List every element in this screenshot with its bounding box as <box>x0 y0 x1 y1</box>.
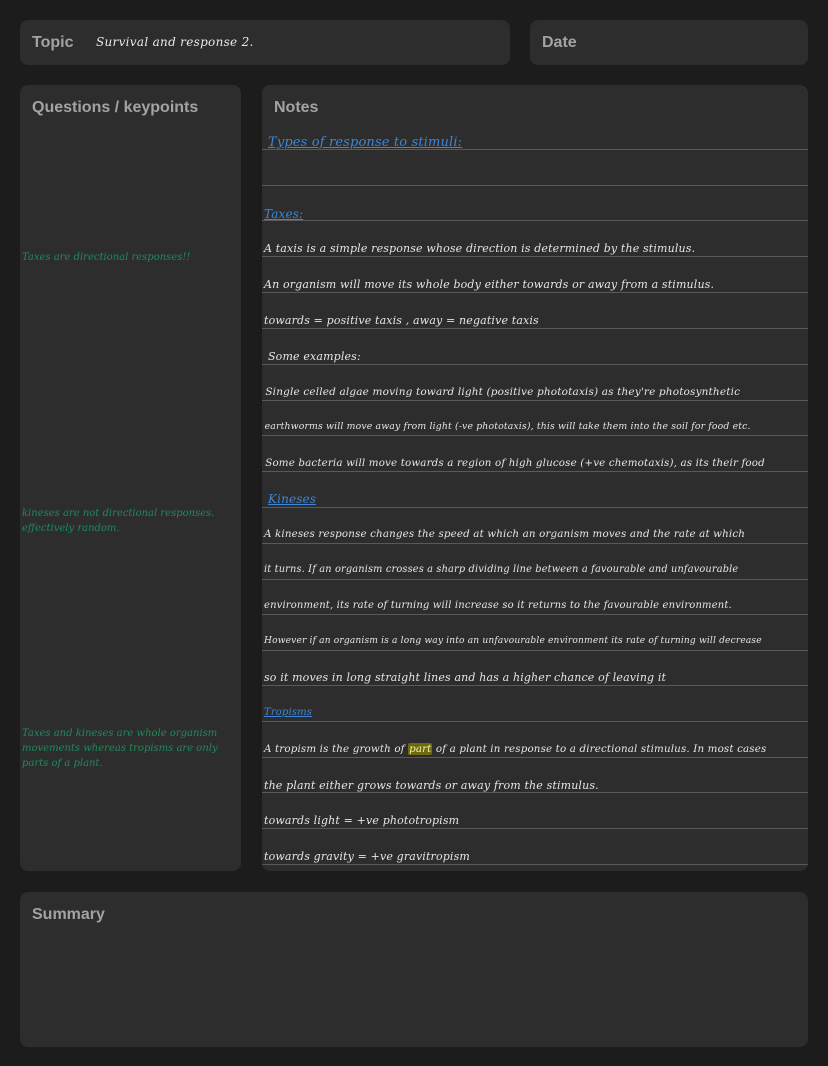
note-line: towards = positive taxis , away = negative taxis <box>264 314 539 327</box>
note-line: it turns. If an organism crosses a sharp dividing line between a favourable and unfavourable <box>264 564 739 575</box>
notes-title: Types of response to stimuli: <box>268 135 463 150</box>
topic-value[interactable]: Survival and response 2. <box>96 35 254 49</box>
note-bullet-line: • Some bacteria will move towards a region of high glucose (+ve chemotaxis), as its their food <box>262 457 765 469</box>
ruled-line <box>262 328 808 329</box>
ruled-line <box>262 792 808 793</box>
keypoint-item: Taxes and kineses are whole organism movements whereas tropisms are only parts of a plant. <box>22 728 218 769</box>
note-bullet-line: • Single celled algae moving toward light (positive phototaxis) as they're photosynthetic <box>262 386 740 398</box>
note-line: A kineses response changes the speed at which an organism moves and the rate at which <box>264 528 746 540</box>
ruled-line <box>262 828 808 829</box>
notes-panel[interactable] <box>262 85 808 871</box>
date-field[interactable] <box>530 20 808 65</box>
summary-panel[interactable] <box>20 892 808 1047</box>
keypoint-item: kineses are not directional responses. effectively random. <box>22 508 215 534</box>
questions-panel[interactable] <box>20 85 241 871</box>
ruled-line <box>262 435 808 436</box>
ruled-line <box>262 185 808 186</box>
note-line: towards light = +ve phototropism <box>264 814 460 827</box>
highlighted-word: part <box>409 743 432 755</box>
notes-label: Notes <box>274 99 319 116</box>
ruled-line <box>262 543 808 544</box>
note-bullet-line: • earthworms will move away from light (-ve phototaxis), this will take them into the soil for food etc. <box>262 421 751 432</box>
ruled-line <box>262 685 808 686</box>
note-line: An organism will move its whole body either towards or away from a stimulus. <box>264 278 715 291</box>
ruled-line <box>262 614 808 615</box>
note-line: the plant either grows towards or away from the stimulus. <box>264 779 599 792</box>
note-line: environment, its rate of turning will increase so it returns to the favourable environment. <box>264 600 732 611</box>
note-line: towards gravity = +ve gravitropism <box>264 850 470 863</box>
topic-field[interactable] <box>20 20 510 65</box>
date-label: Date <box>542 34 577 51</box>
ruled-line <box>262 507 808 508</box>
ruled-line <box>262 471 808 472</box>
note-line <box>264 743 766 755</box>
ruled-line <box>262 864 808 865</box>
ruled-line <box>262 256 808 257</box>
keypoint-item: Taxes are directional responses!! <box>22 252 191 263</box>
summary-label: Summary <box>32 906 105 923</box>
ruled-line <box>262 292 808 293</box>
ruled-line <box>262 650 808 651</box>
ruled-line <box>262 364 808 365</box>
note-line: However if an organism is a long way into an unfavourable environment its rate of turning will decrease <box>264 636 762 646</box>
note-line: so it moves in long straight lines and has a higher chance of leaving it <box>264 671 667 684</box>
tropism-text-after: of a plant in response to a directional stimulus. In most cases <box>432 743 767 755</box>
ruled-line <box>262 721 808 722</box>
ruled-line <box>262 220 808 221</box>
tropism-text-before: A tropism is the growth of <box>264 743 409 755</box>
questions-label: Questions / keypoints <box>32 99 199 116</box>
kineses-heading: Kineses <box>268 492 317 506</box>
topic-label: Topic <box>32 34 74 51</box>
ruled-line <box>262 579 808 580</box>
ruled-line <box>262 400 808 401</box>
note-line: Some examples: <box>268 350 361 363</box>
note-line: A taxis is a simple response whose direction is determined by the stimulus. <box>264 242 696 255</box>
tropisms-heading: Tropisms <box>264 707 313 718</box>
taxes-heading: Taxes: <box>264 207 304 221</box>
ruled-line <box>262 757 808 758</box>
